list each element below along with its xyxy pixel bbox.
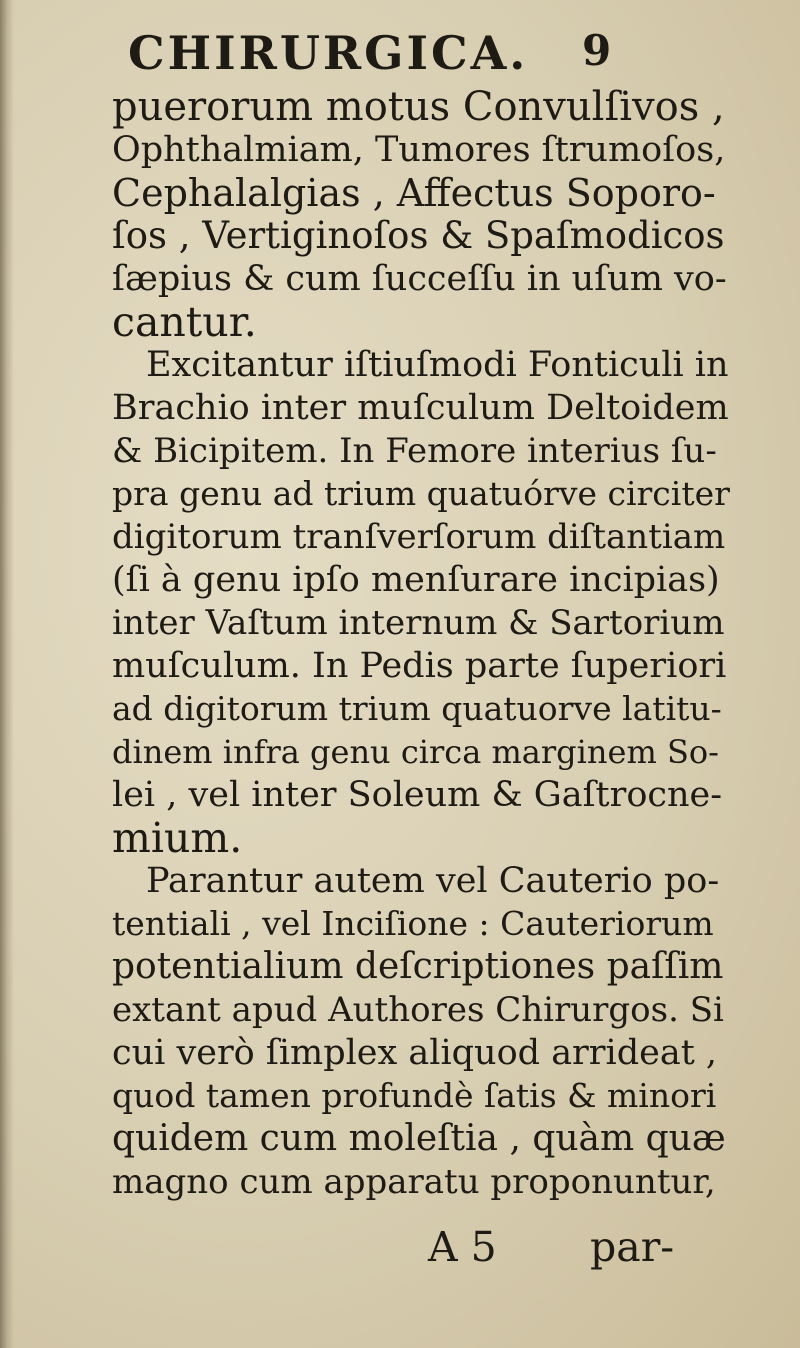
running-head xyxy=(0,24,800,84)
paragraph-start-line: Parantur autem vel Cauterio po- xyxy=(146,861,720,901)
text-line: quidem cum moleſtia , quàm quæ xyxy=(112,1118,726,1159)
text-line: Cephalalgias , Affectus Soporo- xyxy=(112,171,716,215)
text-line: potentialium deſcriptiones paſſim xyxy=(112,946,724,987)
text-line: dinem infra genu circa marginem So- xyxy=(112,733,719,771)
text-line: cantur. xyxy=(112,298,257,346)
text-line: pra genu ad trium quatuórve circiter xyxy=(112,474,730,513)
page-number: 9 xyxy=(582,26,612,75)
paragraph-start-line: Excitantur iſtiuſmodi Fonticuli in xyxy=(146,345,729,385)
text-line: inter Vaſtum internum & Sartorium xyxy=(112,603,725,643)
text-line: puerorum motus Convulſivos , xyxy=(112,84,725,130)
text-line: quod tamen profundè ſatis & minori xyxy=(112,1076,717,1115)
text-line: lei , vel inter Soleum & Gaſtrocne- xyxy=(112,775,723,815)
text-line: tentiali , vel Inciſione : Cauteriorum xyxy=(112,904,714,943)
text-line: digitorum tranſverſorum diſtantiam xyxy=(112,517,726,557)
text-line: & Bicipitem. In Femore interius ſu- xyxy=(112,431,717,471)
text-line: mium. xyxy=(112,814,243,862)
text-line: Ophthalmiam, Tumores ſtrumoſos, xyxy=(112,130,726,170)
text-line: magno cum apparatu proponuntur, xyxy=(112,1162,716,1202)
text-line: (ſi à genu ipſo menſurare incipias) xyxy=(112,560,720,600)
text-line: muſculum. In Pedis parte ſuperiori xyxy=(112,646,727,686)
catchword: par- xyxy=(590,1223,675,1271)
text-line: ad digitorum trium quatuorve latitu- xyxy=(112,689,722,728)
page-gutter-shadow xyxy=(0,0,14,1348)
running-title: CHIRURGICA. xyxy=(128,26,529,80)
signature-mark: A 5 xyxy=(428,1223,497,1271)
text-line: ſæpius & cum ſucceſſu in uſum vo- xyxy=(112,259,727,299)
text-line-content: Brachio inter muſculum Deltoidem xyxy=(112,388,729,428)
text-line: ſos , Vertiginoſos & Spaſmodicos xyxy=(112,214,725,257)
text-line: extant apud Authores Chirurgos. Si xyxy=(112,990,724,1030)
text-line: cui verò ſimplex aliquod arrideat , xyxy=(112,1033,718,1073)
text-line xyxy=(112,384,729,432)
